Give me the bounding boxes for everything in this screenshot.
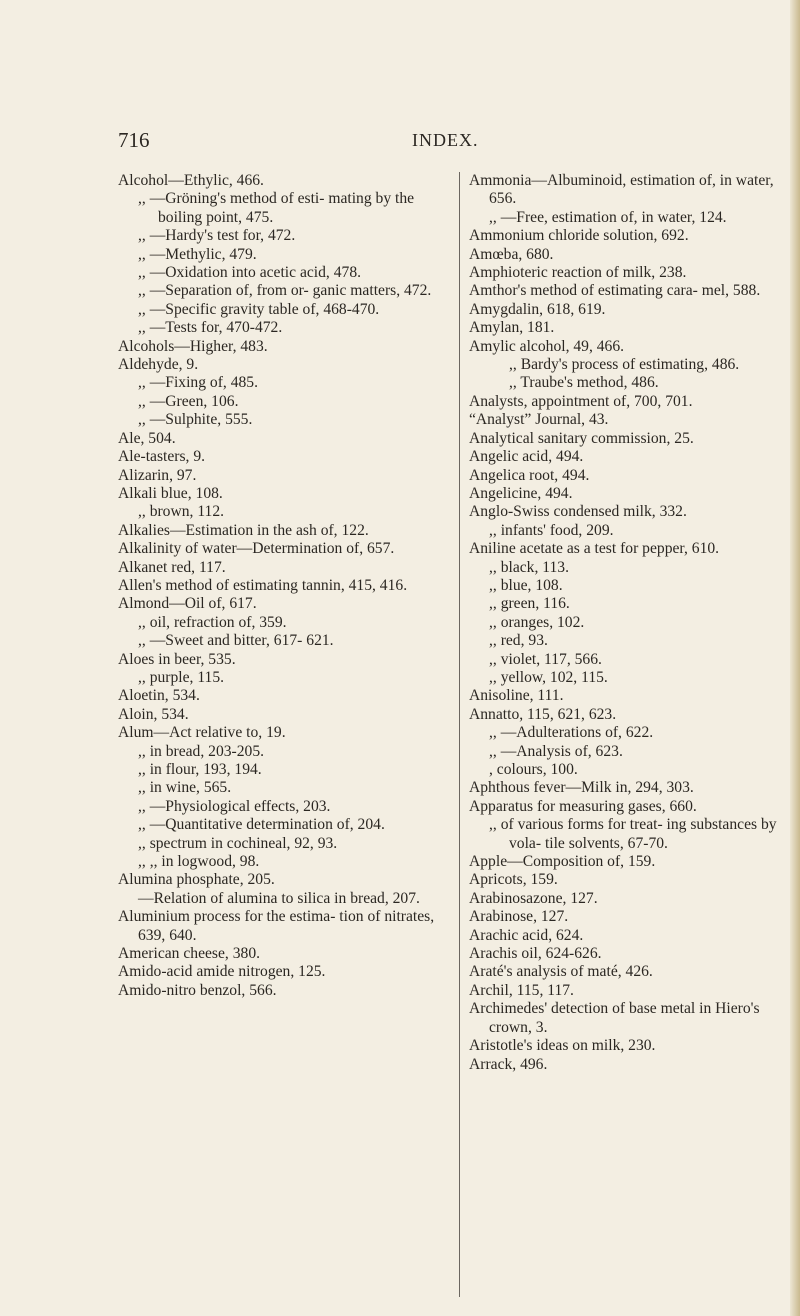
index-entry: Amœba, 680. [469, 245, 554, 263]
index-entry: ,, —Oxidation into acetic acid, 478. [138, 264, 362, 282]
index-entry: ,, purple, 115. [138, 668, 225, 686]
index-entry: Apple—Composition of, 159. [469, 853, 656, 871]
index-entry: ,, —Specific gravity table of, 468-470. [138, 300, 380, 318]
index-entry: ,, in wine, 565. [138, 779, 232, 797]
index-entry: ,, of various forms for treat- ing substances by vola- tile solvents, 67-70. [489, 816, 777, 852]
index-entry: Arachic acid, 624. [469, 926, 584, 944]
index-entry: Amygdalin, 618, 619. [469, 300, 606, 318]
index-entry: Anisoline, 111. [469, 687, 564, 705]
index-entry: Alcohol—Ethylic, 466. [118, 172, 264, 189]
index-entry: ,, oranges, 102. [489, 613, 585, 631]
index-entry: Annatto, 115, 621, 623. [469, 705, 617, 723]
index-entry: ,, in flour, 193, 194. [138, 761, 262, 778]
index-entry: ,, —Sulphite, 555. [138, 411, 253, 429]
index-entry: Apparatus for measuring gases, 660. [469, 797, 697, 815]
index-entry: ,, in bread, 203-205. [138, 742, 265, 760]
index-entry: ,, —Fixing of, 485. [138, 374, 258, 392]
index-entry: Aloes in beer, 535. [118, 650, 236, 668]
index-entry: Arabinose, 127. [469, 908, 569, 926]
index-entry: —Relation of alumina to silica in bread, 207. [138, 889, 420, 907]
index-entry: Alizarin, 97. [118, 466, 197, 484]
index-entry: Angelic acid, 494. [469, 448, 584, 466]
index-entry: ,, yellow, 102, 115. [489, 668, 608, 686]
index-entry: ,, —Adulterations of, 622. [489, 724, 654, 742]
index-entry: Alkali blue, 108. [118, 484, 223, 502]
index-entry: Archimedes' detection of base metal in Hiero's crown, 3. [469, 1000, 760, 1036]
index-entry: Analytical sanitary commission, 25. [469, 429, 694, 447]
index-entry: Angelica root, 494. [469, 466, 590, 484]
column-divider [459, 172, 460, 1297]
index-entry: ,, red, 93. [489, 632, 548, 650]
index-entry: Amthor's method of estimating cara- mel, 588. [469, 282, 761, 300]
index-entry: Aluminium process for the estima- tion of nitrates, 639, 640. [118, 908, 435, 944]
index-entry: ,, Traube's method, 486. [509, 374, 659, 392]
left-column [118, 172, 448, 1000]
index-entry: ,, —Physiological effects, 203. [138, 797, 331, 815]
index-entry: Amylic alcohol, 49, 466. [469, 337, 625, 355]
index-entry: Ale, 504. [118, 429, 176, 447]
index-entry: Aniline acetate as a test for pepper, 610. [469, 540, 720, 558]
index-entry: Ale-tasters, 9. [118, 448, 206, 466]
index-entry: ,, —Analysis of, 623. [489, 742, 623, 760]
index-entry: ,, spectrum in cochineal, 92, 93. [138, 834, 338, 852]
index-entry: ,, brown, 112. [138, 503, 225, 521]
index-entry: American cheese, 380. [118, 945, 261, 963]
index-entry: Amphioteric reaction of milk, 238. [469, 264, 687, 282]
index-entry: Arabinosazone, 127. [469, 889, 598, 907]
index-entry: ,, —Gröning's method of esti- mating by the boiling point, 475. [138, 190, 415, 226]
index-entry: ,, infants' food, 209. [489, 521, 614, 539]
right-column [469, 172, 787, 1074]
index-entry: ,, —Separation of, from or- ganic matters, 472. [138, 282, 432, 300]
index-entry: ,, violet, 117, 566. [489, 650, 602, 668]
index-entry: ,, —Green, 106. [138, 392, 239, 410]
index-entry: “Analyst” Journal, 43. [469, 411, 609, 429]
index-entry: Araté's analysis of maté, 426. [469, 963, 653, 981]
index-entry: Aristotle's ideas on milk, 230. [469, 1037, 656, 1055]
index-entry: ,, —Methylic, 479. [138, 245, 257, 263]
index-entry: Apricots, 159. [469, 871, 558, 889]
index-entry: Alkalinity of water—Determination of, 657. [118, 540, 395, 558]
index-entry: Amylan, 181. [469, 319, 555, 337]
index-entry: Ammonium chloride solution, 692. [469, 227, 689, 245]
index-entry: Alkanet red, 117. [118, 558, 226, 576]
index-entry: Analysts, appointment of, 700, 701. [469, 392, 693, 410]
index-entry: ,, blue, 108. [489, 576, 563, 594]
index-entry: ,, —Free, estimation of, in water, 124. [489, 208, 727, 226]
index-entry: ,, ,, in logwood, 98. [138, 853, 260, 871]
index-entry: , colours, 100. [489, 761, 578, 778]
index-entry: Archil, 115, 117. [469, 981, 574, 999]
index-entry: ,, —Hardy's test for, 472. [138, 227, 296, 245]
index-entry: Alcohols—Higher, 483. [118, 337, 268, 355]
index-entry: Alumina phosphate, 205. [118, 871, 275, 889]
running-head: INDEX. [412, 130, 479, 150]
index-entry: Arachis oil, 624-626. [469, 945, 602, 963]
index-entry: Aphthous fever—Milk in, 294, 303. [469, 779, 694, 797]
index-entry: Allen's method of estimating tannin, 415, 416. [118, 576, 408, 594]
index-entry: ,, —Quantitative determination of, 204. [138, 816, 385, 834]
index-entry: Angelicine, 494. [469, 484, 573, 502]
index-entry: Amido-acid amide nitrogen, 125. [118, 963, 326, 981]
index-entry: ,, Bardy's process of estimating, 486. [509, 356, 740, 374]
index-entry: Ammonia—Albuminoid, estimation of, in water, 656. [469, 172, 774, 208]
index-entry: Aloin, 534. [118, 705, 189, 723]
index-entry: ,, black, 113. [489, 558, 569, 576]
index-entry: Arrack, 496. [469, 1055, 548, 1073]
index-entry: Aloetin, 534. [118, 687, 200, 705]
index-entry: Amido-nitro benzol, 566. [118, 981, 277, 999]
index-entry: Almond—Oil of, 617. [118, 595, 257, 613]
index-entry: Alum—Act relative to, 19. [118, 724, 286, 742]
page-number: 716 [118, 128, 150, 152]
index-entry: Anglo-Swiss condensed milk, 332. [469, 503, 687, 521]
index-entry: Alkalies—Estimation in the ash of, 122. [118, 521, 369, 539]
index-entry: ,, —Sweet and bitter, 617- 621. [138, 632, 334, 650]
page-edge [790, 0, 800, 1316]
index-entry: ,, —Tests for, 470-472. [138, 319, 283, 337]
index-entry: Aldehyde, 9. [118, 356, 199, 374]
index-entry: ,, oil, refraction of, 359. [138, 613, 287, 631]
index-entry: ,, green, 116. [489, 595, 570, 613]
